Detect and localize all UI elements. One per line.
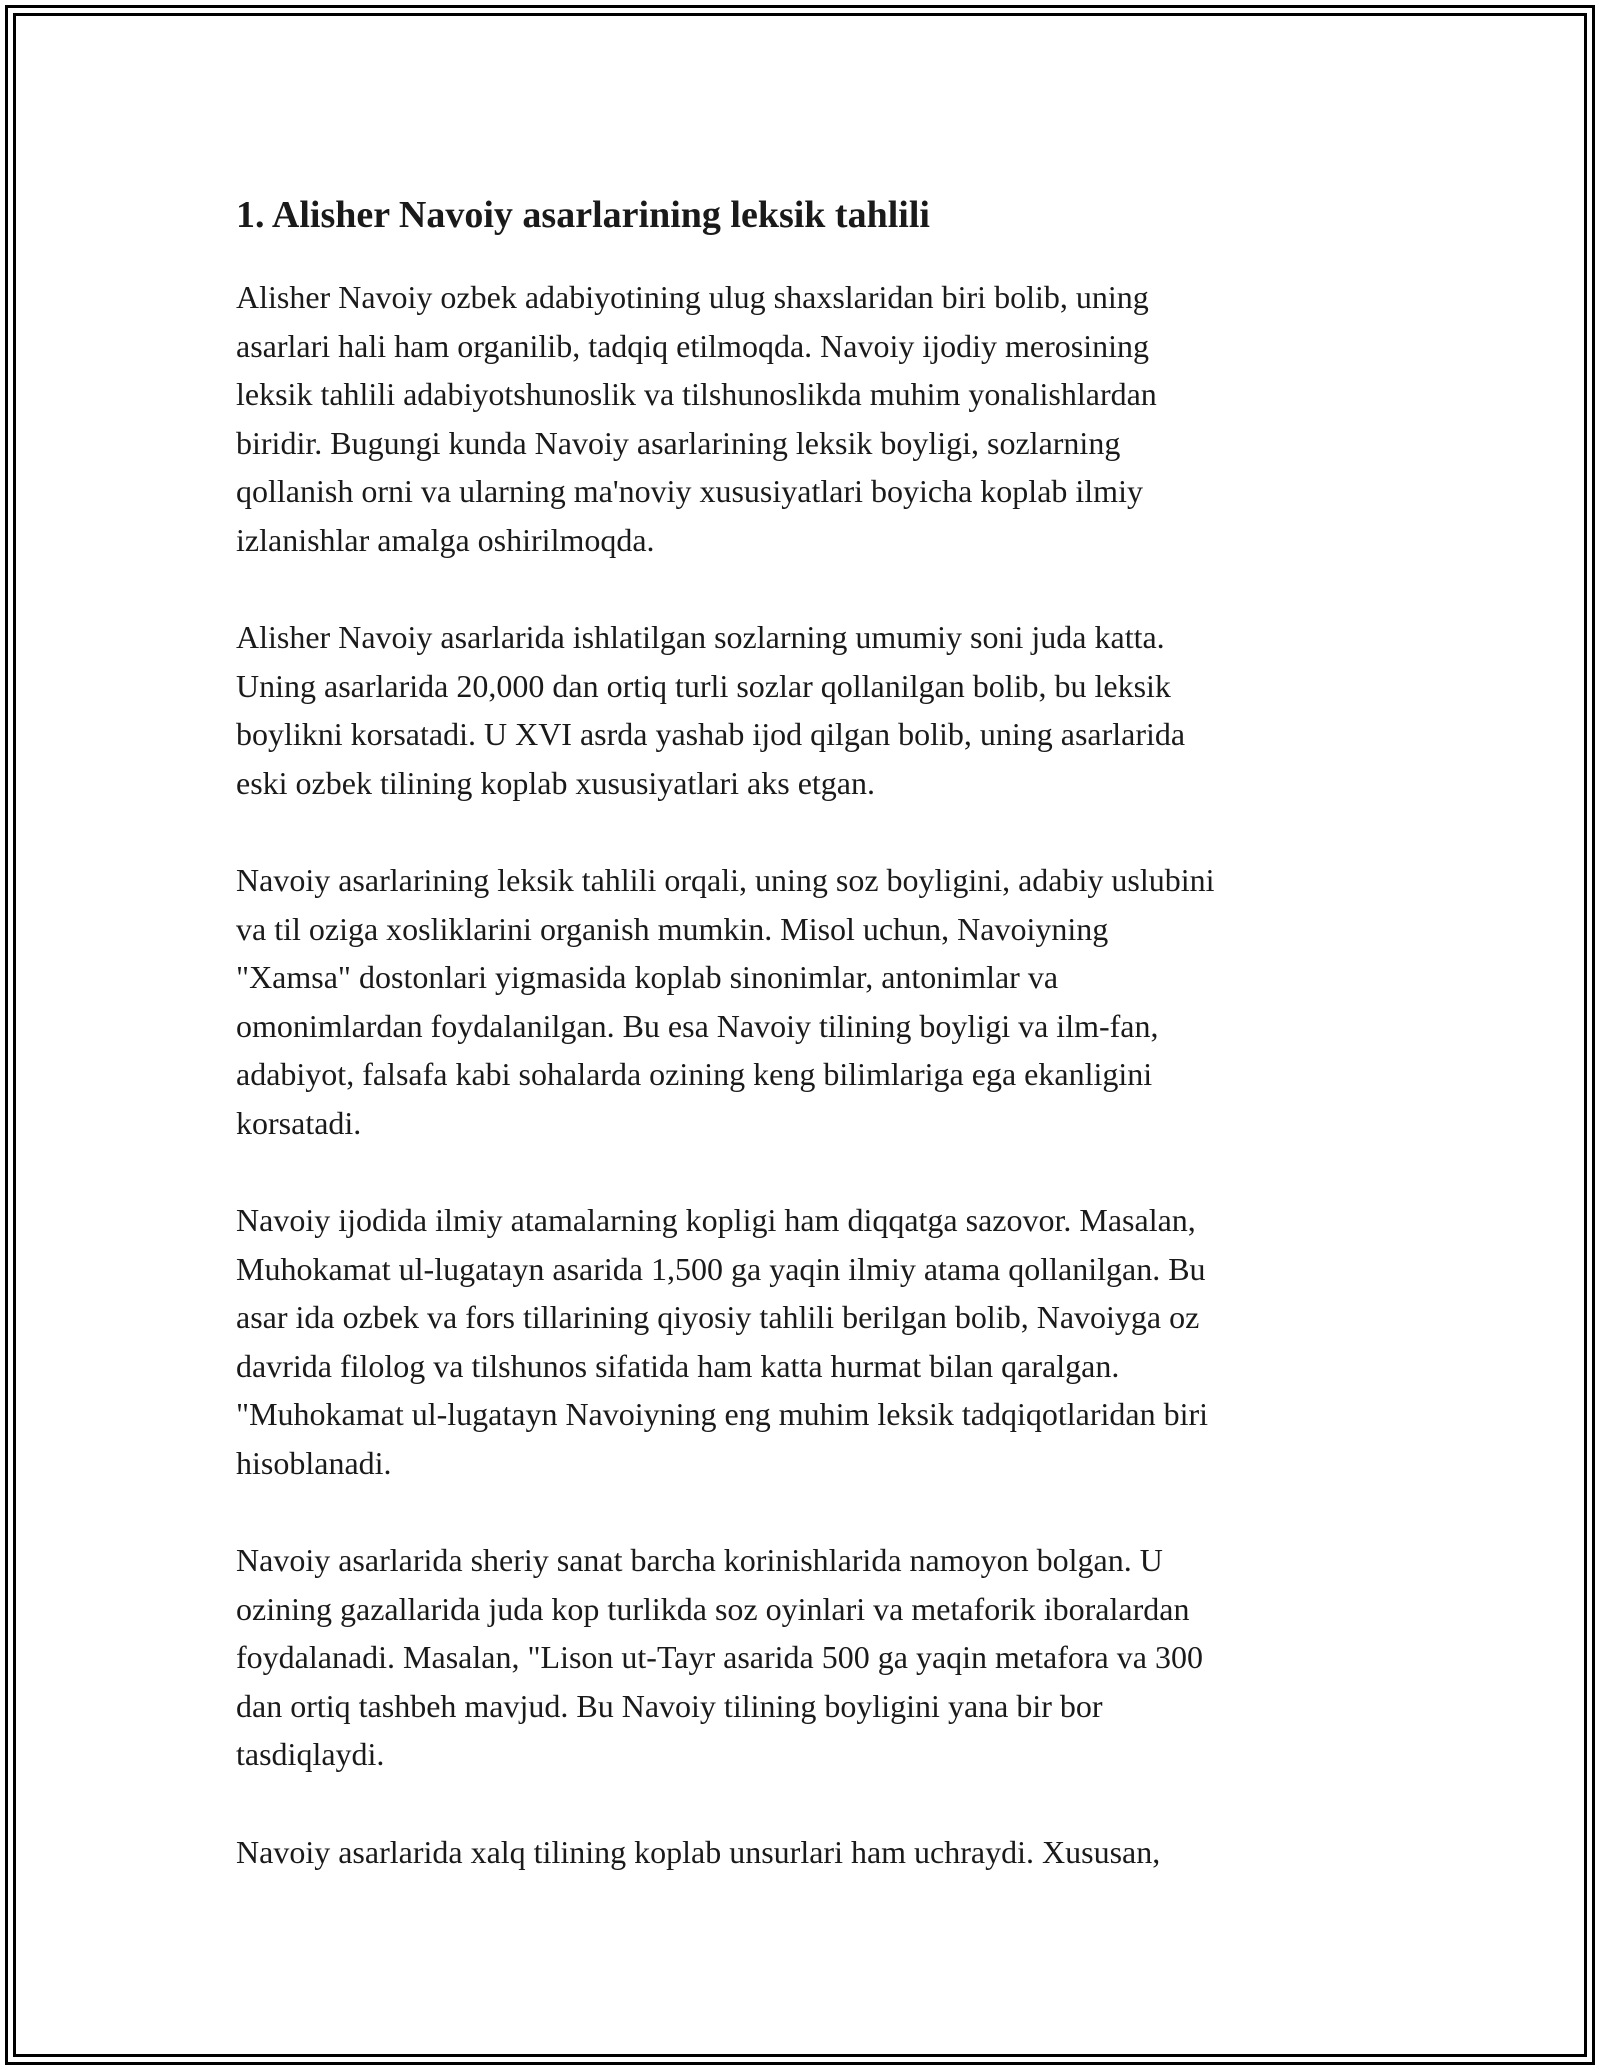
text-line: Muhokamat ul-lugatayn asarida 1,500 ga yaqin ilmiy atama qollanilgan. Bu bbox=[236, 1250, 1206, 1287]
text-line: asarlari hali ham organilib, tadqiq etilmoqda. Navoiy ijodiy merosining bbox=[236, 327, 1149, 364]
text-line: hisoblanadi. bbox=[236, 1444, 392, 1481]
document-page bbox=[236, 185, 1386, 1925]
text-line: biridir. Bugungi kunda Navoiy asarlarining leksik boyligi, sozlarning bbox=[236, 424, 1121, 461]
paragraph bbox=[236, 1196, 1386, 1487]
paragraph bbox=[236, 613, 1386, 807]
text-line: Alisher Navoiy ozbek adabiyotining ulug shaxslaridan biri bolib, uning bbox=[236, 279, 1149, 315]
text-line: Navoiy ijodida ilmiy atamalarning kopligi ham diqqatga sazovor. Masalan, bbox=[236, 1202, 1196, 1238]
text-line: dan ortiq tashbeh mavjud. Bu Navoiy tilining boyligini yana bir bor bbox=[236, 1687, 1103, 1724]
text-line: omonimlardan foydalanilgan. Bu esa Navoiy tilining boyligi va ilm-fan, bbox=[236, 1007, 1159, 1044]
text-line: va til oziga xosliklarini organish mumkin. Misol uchun, Navoiyning bbox=[236, 910, 1109, 947]
text-line: tasdiqlaydi. bbox=[236, 1736, 385, 1772]
paragraph bbox=[236, 273, 1386, 564]
text-line: Uning asarlarida 20,000 dan ortiq turli sozlar qollanilgan bolib, bu leksik bbox=[236, 667, 1171, 704]
text-line: Navoiy asarlarida sheriy sanat barcha korinishlarida namoyon bolgan. U bbox=[236, 1542, 1163, 1578]
text-line: boylikni korsatadi. U XVI asrda yashab ijod qilgan bolib, uning asarlarida bbox=[236, 716, 1186, 752]
text-line: asar ida ozbek va fors tillarining qiyosiy tahlili berilgan bolib, Navoiyga oz bbox=[236, 1299, 1200, 1335]
paragraph bbox=[236, 1828, 1386, 1877]
text-line: foydalanadi. Masalan, "Lison ut-Tayr asarida 500 ga yaqin metafora va 300 bbox=[236, 1639, 1203, 1675]
text-line: izlanishlar amalga oshirilmoqda. bbox=[236, 521, 655, 558]
body-text bbox=[236, 273, 1386, 1876]
text-line: davrida filolog va tilshunos sifatida ham katta hurmat bilan qaralgan. bbox=[236, 1347, 1120, 1384]
text-line: adabiyot, falsafa kabi sohalarda ozining keng bilimlariga ega ekanligini bbox=[236, 1056, 1153, 1092]
text-line: qollanish orni va ularning ma'noviy xususiyatlari boyicha koplab ilmiy bbox=[236, 473, 1143, 509]
text-line: "Muhokamat ul-lugatayn Navoiyning eng muhim leksik tadqiqotlaridan biri bbox=[236, 1396, 1208, 1432]
text-line: "Xamsa" dostonlari yigmasida koplab sinonimlar, antonimlar va bbox=[236, 959, 1059, 995]
text-line: leksik tahlili adabiyotshunoslik va tilshunoslikda muhim yonalishlardan bbox=[236, 376, 1157, 412]
text-line: Alisher Navoiy asarlarida ishlatilgan sozlarning umumiy soni juda katta. bbox=[236, 619, 1165, 655]
text-line: Navoiy asarlarida xalq tilining koplab unsurlari ham uchraydi. Xususan, bbox=[236, 1833, 1161, 1870]
text-line: Navoiy asarlarining leksik tahlili orqali, uning soz boyligini, adabiy uslubini bbox=[236, 862, 1215, 898]
section-heading: 1. Alisher Navoiy asarlarining leksik tahlili bbox=[236, 194, 930, 236]
text-line: eski ozbek tilining koplab xususiyatlari aks etgan. bbox=[236, 764, 875, 801]
paragraph bbox=[236, 1536, 1386, 1779]
paragraph bbox=[236, 856, 1386, 1147]
text-line: korsatadi. bbox=[236, 1104, 362, 1141]
text-line: ozining gazallarida juda kop turlikda soz oyinlari va metaforik iboralardan bbox=[236, 1590, 1190, 1627]
